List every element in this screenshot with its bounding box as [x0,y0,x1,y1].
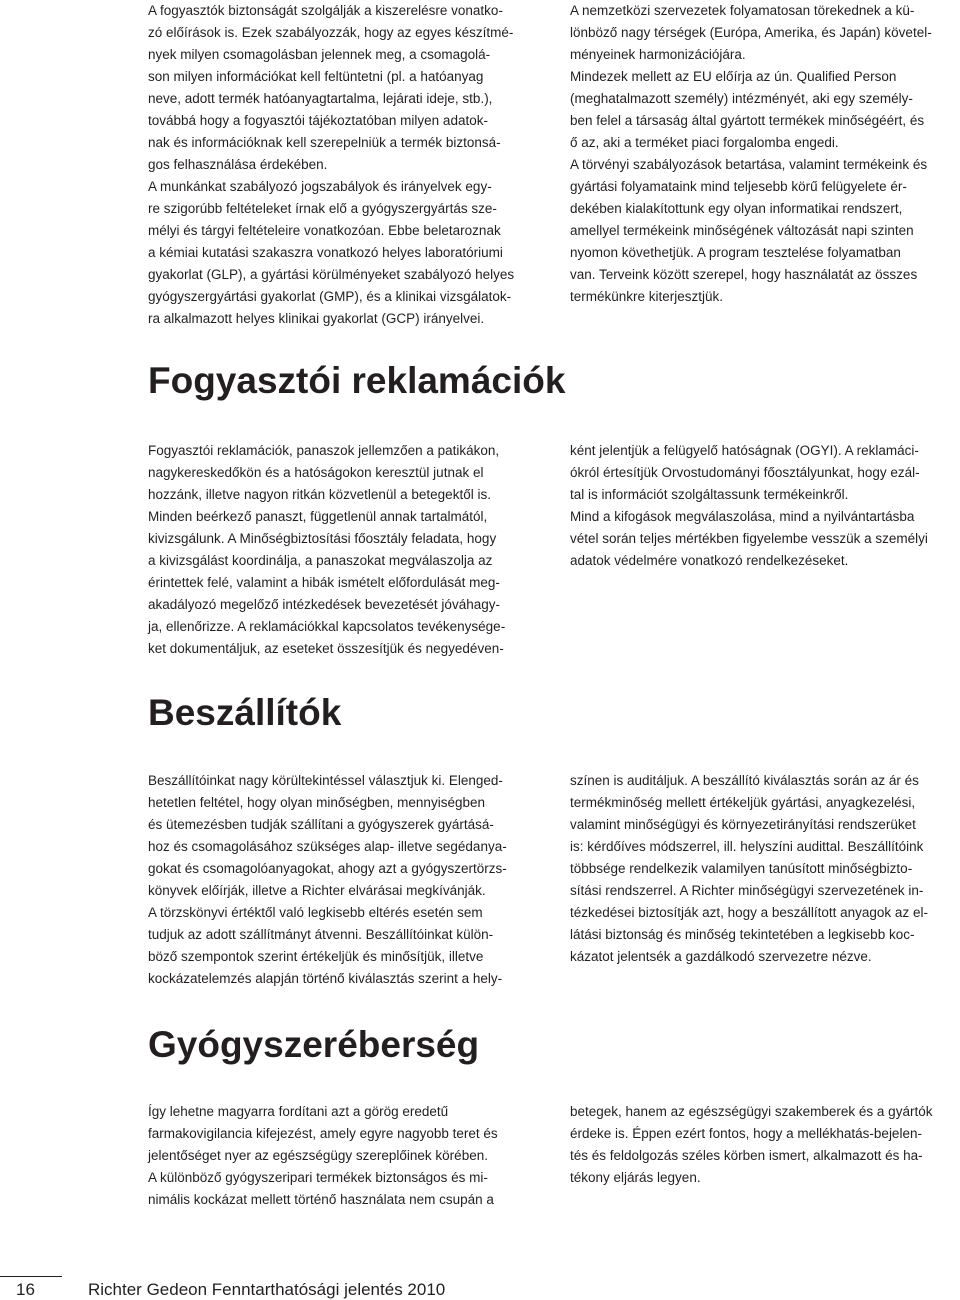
text-line: a kivizsgálást koordinálja, a panaszokat megválaszolja az [148,553,493,568]
text-line: Minden beérkező panaszt, függetlenül annak tartalmától, [148,509,488,524]
text-line: ő az, aki a terméket piaci forgalomba engedi. [570,135,839,150]
text-line: (meghatalmazott személy) intézményét, aki egy személy- [570,91,913,106]
text-line: tudjuk az adott szállítmányt átvenni. Beszállítóinkat külön- [148,927,494,942]
text-line: gos felhasználása érdekében. [148,157,328,172]
text-line: vétel során teljes mértékben figyelembe vesszük a személyi [570,531,928,546]
text-line: tékony eljárás legyen. [570,1170,701,1185]
text-line: farmakovigilancia kifejezést, amely egyre nagyobb teret és [148,1126,498,1141]
text-line: és ütemezésben tudják szállítani a gyógyszerek gyártásá- [148,817,494,832]
text-line: son milyen információkat kell feltüntetni (pl. a hatóanyag [148,69,484,84]
text-line: sítási rendszerrel. A Richter minőségügyi szervezetének in- [570,883,924,898]
text-line: tal is információt szolgáltassunk termékeinkről. [570,487,849,502]
text-line: gokat és csomagolóanyagokat, ahogy azt a gyógyszertörzs- [148,861,507,876]
text-line: dekében kialakítottunk egy olyan informatikai rendszert, [570,201,903,216]
text-line: kázatot jelentsék a gazdálkodó szervezetre nézve. [570,949,872,964]
text-line: betegek, hanem az egészségügyi szakemberek és a gyártók [570,1104,933,1119]
text-line: ként jelentjük a felügyelő hatóságnak (OGYI). A reklamáci- [570,443,919,458]
text-line: többsége rendelkezik valamilyen tanúsított minőségbizto- [570,861,913,876]
text-line: a kémiai kutatási szakaszra vonatkozó helyes laboratóriumi [148,245,503,260]
text-line: van. Terveink között szerepel, hogy használatát az összes [570,267,918,282]
text-line: nyek milyen csomagolásban jelennek meg, a csomagolá- [148,47,491,62]
text-line: termékminőség mellett értékeljük gyártási, anyagkezelési, [570,795,916,810]
text-line: érdeke is. Éppen ezért fontos, hogy a mellékhatás-bejelen- [570,1126,922,1141]
text-line: amellyel termékeink minőségének változását napi szinten [570,223,914,238]
text-line: gyógyszergyártási gyakorlat (GMP), és a klinikai vizsgálatok- [148,289,512,304]
text-line: hoz és csomagolásához szükséges alap- illetve segédanya- [148,839,507,854]
text-line: akadályozó megelőző intézkedések bevezetését jóváhagy- [148,597,500,612]
text-line: hetetlen feltétel, hogy olyan minőségben, mennyiségben [148,795,485,810]
text-line: A fogyasztók biztonságát szolgálják a kiszerelésre vonatko- [148,3,503,18]
text-line: A törzskönyvi értéktől való legkisebb eltérés esetén sem [148,905,483,920]
text-line: valamint minőségügyi és környezetirányítási rendszerüket [570,817,916,832]
text-line: kockázatelemzés alapján történő kiválasztás szerint a hely- [148,971,503,986]
text-line: zó előírások is. Ezek szabályozzák, hogy az egyes készítmé- [148,25,514,40]
text-line: neve, adott termék hatóanyagtartalma, lejárati ideje, stb.), [148,91,493,106]
section-heading-pharmacovigilance: Gyógyszeréberség [148,1024,480,1065]
text-line: nimális kockázat mellett történő használata nem csupán a [148,1192,494,1207]
section-heading-complaints: Fogyasztói reklamációk [148,360,566,401]
section-heading-suppliers: Beszállítók [148,692,342,733]
complaints-left-column [148,440,542,660]
text-line: hozzánk, illetve nagyon ritkán közvetlenül a betegektől is. [148,487,491,502]
text-line: is: kérdőíves módszerrel, ill. helyszíni audittal. Beszállítóink [570,839,924,854]
text-line: A különböző gyógyszeripari termékek biztonságos és mi- [148,1170,488,1185]
text-line: termékünkre kiterjesztjük. [570,289,724,304]
text-line: jelentőséget nyer az egészségügy szereplőinek körében. [148,1148,488,1163]
text-line: Így lehetne magyarra fordítani azt a görög eredetű [148,1104,449,1119]
text-line: ményeinek harmonizációjára. [570,47,746,62]
text-line: Mindezek mellett az EU előírja az ún. Qualified Person [570,69,897,84]
text-line: A törvényi szabályozások betartása, valamint termékeink és [570,157,928,172]
text-line: gyártási folyamataink mind teljesebb körű felügyelete ér- [570,179,907,194]
intro-left-column [148,0,542,330]
text-line: nak és információknak kell szerepelniük a termék biztonsá- [148,135,501,150]
text-line: A nemzetközi szervezetek folyamatosan törekednek a kü- [570,3,915,18]
text-line: Fogyasztói reklamációk, panaszok jellemzően a patikákon, [148,443,500,458]
text-line: továbbá hogy a fogyasztói tájékoztatóban milyen adatok- [148,113,488,128]
text-line: gyakorlat (GLP), a gyártási körülményeket szabályozó helyes [148,267,515,282]
complaints-right-column [570,440,958,572]
pharmacovigilance-right-column [570,1101,958,1189]
suppliers-right-column [570,770,958,968]
text-line: érintettek felé, valamint a hibák ismételt előfordulását meg- [148,575,500,590]
text-line: színen is auditáljuk. A beszállító kiválasztás során az ár és [570,773,919,788]
text-line: nyomon követhetjük. A program tesztelése folyamatban [570,245,901,260]
page-number: 16 [16,1280,35,1299]
text-line: Beszállítóinkat nagy körültekintéssel választjuk ki. Elenged- [148,773,503,788]
text-line: nagykereskedőkön és a hatóságokon keresztül jutnak el [148,465,484,480]
intro-right-column [570,0,958,308]
text-line: mélyi és tárgyi feltételeire vonatkozóan. Ebbe beletaroznak [148,223,501,238]
text-line: ra alkalmazott helyes klinikai gyakorlat (GCP) irányelvei. [148,311,485,326]
text-line: ben felel a társaság által gyártott termékek minőségéért, és [570,113,925,128]
text-line: ket dokumentáljuk, az eseteket összesítjük és negyedéven- [148,641,504,656]
text-line: re szigorúbb feltételeket írnak elő a gyógyszergyártás sze- [148,201,497,216]
text-line: tézkedései biztosítják azt, hogy a beszállított anyagok az el- [570,905,928,920]
pharmacovigilance-left-column [148,1101,542,1211]
text-line: könyvek előírják, illetve a Richter elvárásai megkívánják. [148,883,486,898]
footer-rule [0,1276,62,1277]
text-line: látási biztonság és minőség tekintetében a legkisebb koc- [570,927,915,942]
text-line: tés és feldolgozás széles körben ismert, alkalmazott és ha- [570,1148,923,1163]
text-line: ja, ellenőrizze. A reklamációkkal kapcsolatos tevékenysége- [148,619,506,634]
text-line: adatok védelmére vonatkozó rendelkezéseket. [570,553,849,568]
text-line: Mind a kifogások megválaszolása, mind a nyilvántartásba [570,509,915,524]
suppliers-left-column [148,770,542,990]
text-line: ókról értesítjük Orvostudományi főosztályunkat, hogy ezál- [570,465,920,480]
text-line: böző szempontok szerint értékeljük és minősítjük, illetve [148,949,484,964]
text-line: A munkánkat szabályozó jogszabályok és irányelvek egy- [148,179,492,194]
text-line: lönböző nagy térségek (Európa, Amerika, és Japán) követel- [570,25,932,40]
text-line: kivizsgálunk. A Minőségbiztosítási főosztály feladata, hogy [148,531,497,546]
report-title: Richter Gedeon Fenntarthatósági jelentés 2010 [88,1280,446,1299]
